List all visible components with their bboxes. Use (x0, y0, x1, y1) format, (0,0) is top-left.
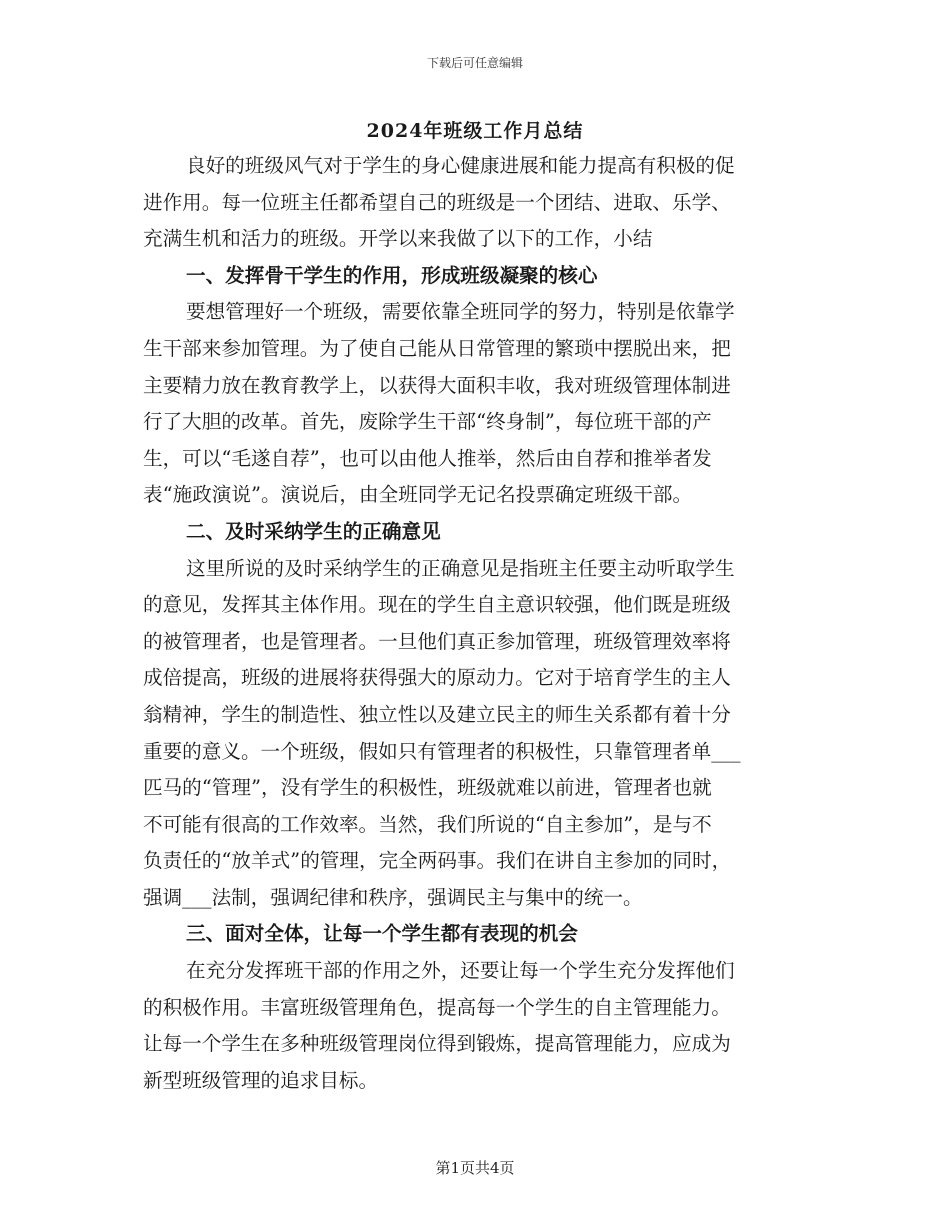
paragraph-line: 强调___法制，强调纪律和秩序，强调民主与集中的统一。 (143, 885, 643, 909)
paragraph-line: 充满生机和活力的班级。开学以来我做了以下的工作，小结 (143, 227, 653, 251)
paragraph-line: 主要精力放在教育教学上，以获得大面积丰收，我对班级管理体制进 (143, 373, 731, 397)
paragraph-line: 生干部来参加管理。为了使自己能从日常管理的繁琐中摆脱出来，把 (143, 336, 731, 360)
paragraph-line: 让每一个学生在多种班级管理岗位得到锻炼，提高管理能力，应成为 (143, 1032, 731, 1056)
paragraph-line: 良好的班级风气对于学生的身心健康进展和能力提高有积极的促 (186, 154, 735, 177)
paragraph-line: 进作用。每一位班主任都希望自己的班级是一个团结、进取、乐学、 (143, 190, 731, 214)
paragraph-line: 生，可以“毛遂自荐”，也可以由他人推举，然后由自荐和推举者发 (143, 446, 712, 470)
document-body (143, 148, 803, 1099)
paragraph-line: 的被管理者，也是管理者。一旦他们真正参加管理，班级管理效率将 (143, 629, 731, 653)
document-title: 2024年班级工作月总结 (366, 120, 584, 142)
section-heading: 二、及时采纳学生的正确意见 (186, 519, 441, 543)
paragraph-line: 表“施政演说”。演说后，由全班同学无记名投票确定班级干部。 (143, 483, 693, 507)
paragraph-line: 的积极作用。丰富班级管理角色，提高每一个学生的自主管理能力。 (143, 995, 731, 1019)
section-heading: 一、发挥骨干学生的作用，形成班级凝聚的核心 (186, 263, 598, 287)
section-heading: 三、面对全体，让每一个学生都有表现的机会 (186, 922, 578, 946)
paragraph-line: 匹马的“管理”，没有学生的积极性，班级就难以前进，管理者也就 (143, 776, 712, 800)
paragraph-line: 翁精神，学生的制造性、独立性以及建立民主的师生关系都有着十分 (143, 702, 731, 726)
page-number: 第1页共4页 (435, 1159, 515, 1177)
paragraph-line: 成倍提高，班级的进展将获得强大的原动力。它对于培育学生的主人 (143, 666, 731, 690)
paragraph-line: 要想管理好一个班级，需要依靠全班同学的努力，特别是依靠学 (186, 300, 735, 324)
paragraph-line: 重要的意义。一个班级，假如只有管理者的积极性，只靠管理者单___ (143, 739, 741, 763)
paragraph-line: 行了大胆的改革。首先，废除学生干部“终身制”，每位班干部的产 (143, 410, 712, 434)
paragraph-line: 新型班级管理的追求目标。 (143, 1068, 379, 1092)
paragraph-line: 负责任的“放羊式”的管理，完全两码事。我们在讲自主参加的同时， (143, 849, 732, 873)
paragraph-line: 在充分发挥班干部的作用之外，还要让每一个学生充分发挥他们 (186, 959, 735, 983)
paragraph-line: 不可能有很高的工作效率。当然，我们所说的“自主参加”，是与不 (143, 812, 712, 836)
paragraph-line: 的意见，发挥其主体作用。现在的学生自主意识较强，他们既是班级 (143, 593, 731, 617)
paragraph-line: 这里所说的及时采纳学生的正确意见是指班主任要主动听取学生 (186, 556, 735, 580)
header-note: 下载后可任意编辑 (426, 56, 523, 70)
